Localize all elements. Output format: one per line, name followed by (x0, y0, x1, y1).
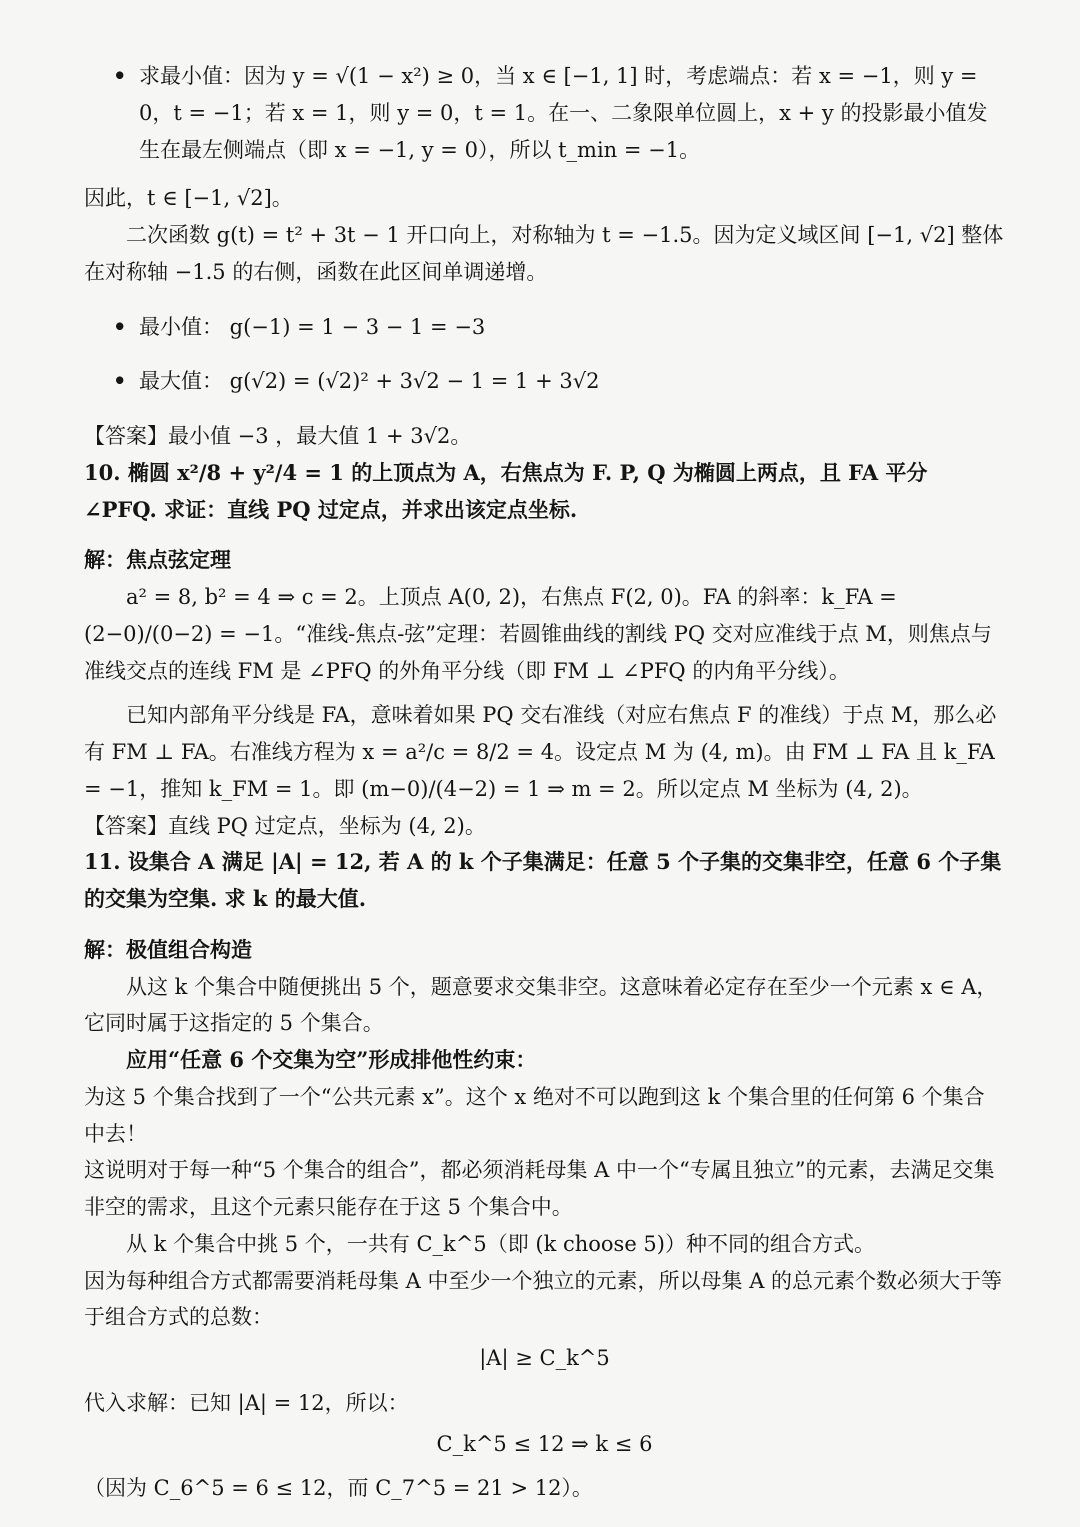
solution-11-paragraph-1: 从这 k 个集合中随便挑出 5 个，题意要求交集非空。这意味着必定存在至少一个元素 x ∈ A，它同时属于这指定的 5 个集合。 (84, 974, 998, 1036)
quadratic-paragraph: 二次函数 g(t) = t² + 3t − 1 开口向上，对称轴为 t = −1.5。因为定义域区间 [−1, √2] 整体在对称轴 −1.5 的右侧，函数在此区间单调递增。 (84, 223, 1004, 284)
max-value-text: 最大值： g(√2) = (√2)² + 3√2 − 1 = 1 + 3√2 (139, 369, 600, 394)
solution-11-paragraph-3: 为这 5 个集合找到了一个“公共元素 x”。这个 x 绝对不可以跑到这 k 个集合里的任何第 6 个集合中去！ (84, 1084, 985, 1146)
range-line: 因此，t ∈ [−1, √2]。 (84, 186, 293, 211)
solution-11-paragraph-2: 应用“任意 6 个交集为空”形成排他性约束： (126, 1047, 537, 1072)
footer-note: （因为 C_6^5 = 6 ≤ 12，而 C_7^5 = 21 > 12）。 (84, 1476, 593, 1501)
inequality-2: C_k^5 ≤ 12 ⇒ k ≤ 6 (436, 1431, 653, 1456)
extrema-list (84, 309, 1005, 401)
minimum-bullet (84, 58, 1005, 168)
solution-11-paragraph-5: 从 k 个集合中挑 5 个，一共有 C_k^5（即 (k choose 5)）种不同的组合方式。 (126, 1231, 875, 1256)
answer-9: 【答案】最小值 −3 ，最大值 1 + 3√2。 (84, 424, 472, 448)
max-value-bullet (84, 363, 1005, 400)
problem-11: 11. 设集合 A 满足 |A| = 12, 若 A 的 k 个子集满足：任意 5 个子集的交集非空，任意 6 个子集的交集为空集. 求 k 的最大值. (84, 849, 1002, 911)
solution-11-paragraph-6: 因为每种组合方式都需要消耗母集 A 中至少一个独立的元素，所以母集 A 的总元素个数必须大于等于组合方式的总数： (84, 1268, 1003, 1330)
solution-10-paragraph-1: a² = 8, b² = 4 ⇒ c = 2。上顶点 A(0, 2)，右焦点 F(2, 0)。FA 的斜率：k_FA = (2−0)/(0−2) = −1。“准线-焦点-弦”定理：若圆锥曲线的割线 PQ 交对应准线于点 M，则焦点与准线交点的连线 FM 是 ∠PFQ 的外角平分线（即 FM ⊥ ∠PFQ 的内角平分线）。 (84, 585, 992, 683)
solution-10-title: 解：焦点弦定理 (84, 547, 231, 573)
solution-11-paragraph-7: 代入求解：已知 |A| = 12，所以： (84, 1390, 409, 1415)
min-value-bullet (84, 309, 1005, 346)
solution-11-paragraph-4: 这说明对于每一种“5 个集合的组合”，都必须消耗母集 A 中一个“专属且独立”的元素，去满足交集非空的需求，且这个元素只能存在于这 5 个集合中。 (84, 1158, 995, 1219)
min-value-text: 最小值： g(−1) = 1 − 3 − 1 = −3 (139, 314, 486, 339)
inequality-1: |A| ≥ C_k^5 (479, 1346, 610, 1370)
solution-10-paragraph-2: 已知内部角平分线是 FA，意味着如果 PQ 交右准线（对应右焦点 F 的准线）于点 M，那么必有 FM ⊥ FA。右准线方程为 x = a²/c = 8/2 = 4。设定点 M 为 (4, m)。由 FM ⊥ FA 且 k_FA = −1，推知 k_FM = 1。即 (m−0)/(4−2) = 1 ⇒ m = 2。所以定点 M 坐标为 (4, 2)。 (84, 703, 997, 801)
solution-11-title: 解：极值组合构造 (84, 936, 252, 962)
answer-10: 【答案】直线 PQ 过定点，坐标为 (4, 2)。 (84, 813, 486, 838)
problem-10: 10. 椭圆 x²/8 + y²/4 = 1 的上顶点为 A，右焦点为 F. P, Q 为椭圆上两点，且 FA 平分 ∠PFQ. 求证：直线 PQ 过定点，并求出该定点坐标. (84, 459, 928, 522)
minimum-bullet-text: 求最小值：因为 y = √(1 − x²) ≥ 0，当 x ∈ [−1, 1] 时，考虑端点：若 x = −1，则 y = 0，t = −1；若 x = 1，则 y = 0，t = 1。在一、二象限单位圆上，x + y 的投影最小值发生在最左侧端点（即 x = −1, y = 0），所以 t_min = −1。 (139, 64, 988, 162)
